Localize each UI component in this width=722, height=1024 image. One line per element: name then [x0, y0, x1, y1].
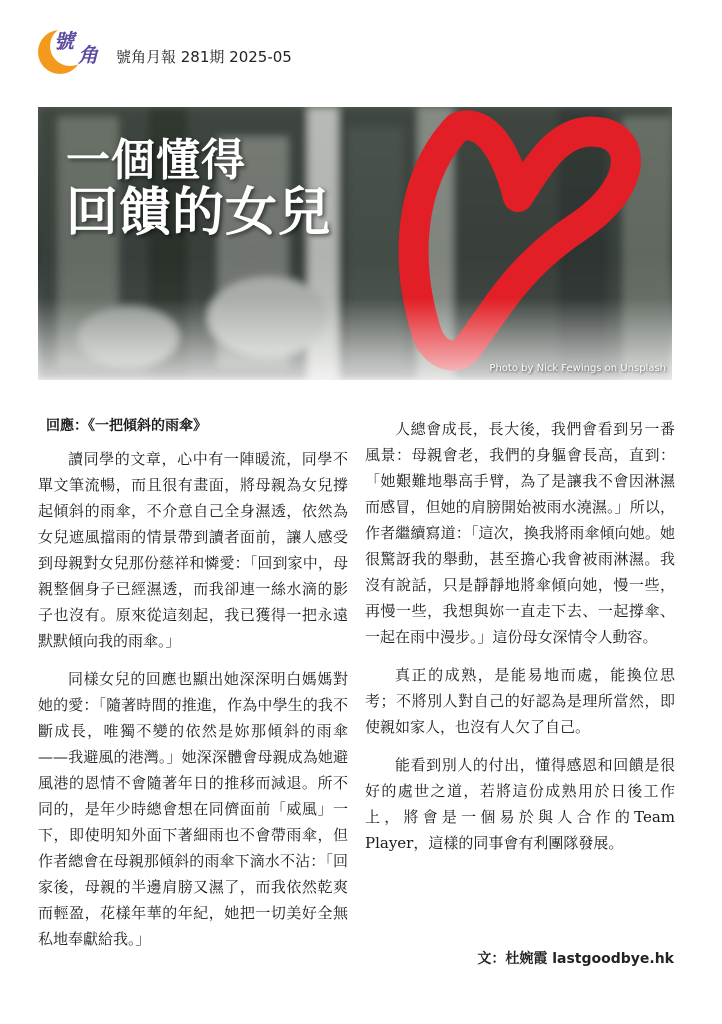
hero-banner [38, 107, 672, 380]
title-line-1: 一個懂得 [66, 135, 246, 186]
paragraph: 能看到別人的付出，懂得感恩和回饋是很好的處世之道，若將這份成熟用於日後工作上，將會是一個易於與人合作的Team Player，這樣的同事會有利團隊發展。 [365, 756, 675, 852]
article-column-right [365, 416, 675, 868]
article-column-left [38, 416, 348, 964]
paragraph: 人總會成長，長大後，我們會看到另一番風景：母親會老，我們的身軀會長高，直到：「她艱難地舉高手臂，為了是讓我不會因淋濕而感冒，但她的肩膀開始被雨水澆濕。」所以，作者繼續寫道：「這次，換我將雨傘傾向她。她很驚訝我的舉動，甚至擔心我會被雨淋濕。我沒有說話，只是靜靜地將傘傾向她，慢一些，再慢一些，我想與妳一直走下去、一起撐傘、一起在雨中漫步。」這份母女深情令人動容。 [365, 420, 675, 646]
svg-text:號: 號 [54, 29, 74, 53]
masthead-issue: 號角月報 281期 2025-05 [116, 48, 292, 66]
svg-text:角: 角 [78, 43, 98, 67]
paragraph: 真正的成熟，是能易地而處，能換位思考；不將別人對自己的好認為是理所當然，即使親如家人，也沒有人欠了自己。 [365, 666, 675, 736]
paragraph: 同樣女兒的回應也顯出她深深明白媽媽對她的愛：「隨著時間的推進，作為中學生的我不斷成長，唯獨不變的依然是妳那傾斜的雨傘——我避風的港灣。」她深深體會母親成為她避風港的恩情不會隨著年日的推移而減退。所不同的，是年少時總會想在同儕面前「威風」一下，即使明知外面下著細雨也不會帶雨傘，但作者總會在母親那傾斜的雨傘下滴水不沾：「回家後，母親的半邊肩膀又濕了，而我依然乾爽而輕盈，花樣年華的年紀，她把一切美好全無私地奉獻給我。」 [38, 670, 348, 948]
crescent-moon-logo-icon [36, 22, 106, 82]
photo-credit: Photo by Nick Fewings on Unsplash [489, 363, 666, 374]
title-line-2: 回饋的女兒 [66, 182, 332, 243]
article-title [66, 137, 331, 241]
publication-logo [36, 22, 106, 82]
author-byline: 文：杜婉霞 lastgoodbye.hk [477, 951, 674, 967]
paragraph: 讀同學的文章，心中有一陣暖流，同學不單文筆流暢，而且很有畫面，將母親為女兒撐起傾斜的雨傘，不介意自己全身濕透，依然為女兒遮風擋雨的情景帶到讀者面前，讓人感受到母親對女兒那份慈祥和憐愛：「回到家中，母親整個身子已經濕透，而我卻連一絲水滴的影子也沒有。原來從這刻起，我已獲得一把永遠默默傾向我的雨傘。」 [38, 450, 348, 650]
reply-heading: 回應：《一把傾斜的雨傘》 [46, 418, 207, 434]
page-header [36, 22, 686, 86]
